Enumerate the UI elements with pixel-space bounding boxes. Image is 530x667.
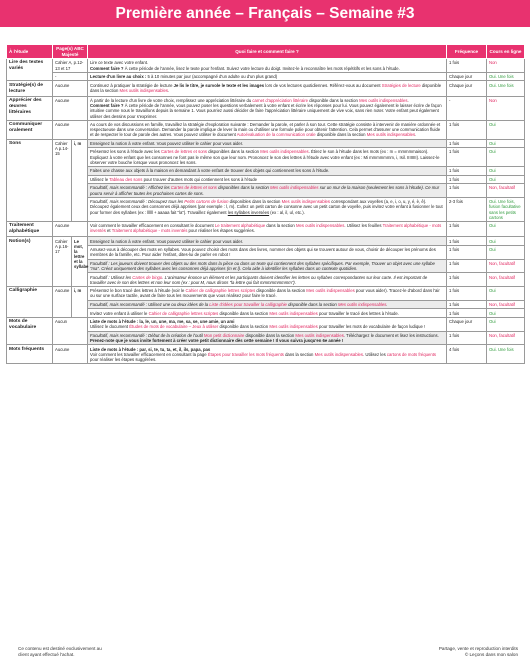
- link-etudes-mots[interactable]: Études de mots de vocabulaire – Jeux à utiliser: [129, 324, 219, 330]
- row-frequency: 1 fois: [447, 148, 487, 167]
- row-description: À partir de la lecture d'un livre de votre choix, remplissez une appréciation littéraire du carnet d'appréciation littéraire disponible dans la section Mes outils indispensables. Comment faire ? À cette période de l'année, vous pouvez poser les questions verbalement à votre enfant et écrire les réponses pour lui. Vous pouvez également le laisser écrire de façon intuitive comme nous le travaillons depuis la semaine 1. Vous pourriez aussi décider de faire l'appréciation littéraire uniquement de vive voix, sans rien noter. Votre enfant peut également utiliser des dessins pour s'exprimer.: [88, 96, 447, 120]
- table-row: [7, 72, 525, 81]
- table-row: [7, 317, 525, 331]
- description-text: Lire ce texte avec votre enfant.: [90, 60, 149, 66]
- row-online: Oui: [487, 287, 525, 301]
- link-mes-outils[interactable]: Mes outils indispensables: [359, 97, 408, 103]
- table-row: [7, 120, 525, 139]
- row-description: Continuez à pratiquer la stratégie de lecture Je lis le titre, je survole le texte et les images lors de vos lectures quotidiennes. Référez-vous au document Stratégies de lecture disponible dans la section Mes outils indispensables.: [88, 81, 447, 96]
- row-description: Facultatif, mais recommandé : Début de la création de l'outil Mon petit dictionnaire disponible dans la section Mes outils indispensables. Téléchargez le document et lisez les instructions. Prenez-note que je vous invite fortement à créer votre petit dictionnaire dès cette semaine ! Il vous suivra jusqu'en 6e année !: [88, 331, 447, 345]
- link-tableau-sons[interactable]: Tableau des sons: [109, 176, 143, 182]
- link-mes-outils[interactable]: Mes outils indispensables: [269, 324, 318, 330]
- row-category: Traitement alphabétique: [7, 222, 53, 237]
- row-description: Liste de mots à l'étude : la, le, un, une, ma, me, sa, se, une amie, un ami Utilisez le document Études de mots de vocabulaire – Jeux à utiliser disponible dans la section Mes outils indispensables pour travailler les mots de vocabulaire de façon ludique !: [88, 317, 447, 331]
- table-row: [7, 287, 525, 301]
- row-description: Utilisez le Tableau des sons pour trouver d'autres mots qui contiennent les sons à l'étude: [88, 175, 447, 184]
- row-pages: Aucune: [53, 120, 88, 139]
- link-etapes-mots-frequents[interactable]: Étapes pour travailler les mots fréquents: [207, 351, 284, 357]
- row-description: Facultatif, mais recommandé : Affichez les Cartes de lettres et sons disponibles dans la section Mes outils indispensables sur un mur de la maison (seulement les sons à l'étude). Ce mur pourra servir à afficher toutes les prochaines cartes de sons.: [88, 184, 447, 198]
- header-pages: Page(s) ABC Majesté: [53, 45, 88, 59]
- row-description: Facultatif : Les joueurs doivent trouver des objets ou des mots dans la pièce ou dans un texte qui contiennent des syllabes spécifiques. Par exemple, Trouver un objet avec une syllabe "ma". Créez uniquement des syllabes avec les consonnes déjà apprises (m et l). Cela aide à identifier les syllabes dans un contexte quotidien.: [88, 259, 447, 273]
- row-online: Non, facultatif: [487, 259, 525, 273]
- row-frequency: 2-3 fois: [447, 198, 487, 222]
- row-description: Amusez-vous à découper des mots en syllabes. Vous pouvez choisir des mots dans des livres, nommer des objets qui se trouvent autour de vous, choisir de découper les prénoms des membres de la famille, etc. Pour aider l'enfant, dites-lui de parler en robot !: [88, 245, 447, 259]
- row-online: Oui: [487, 222, 525, 237]
- row-online: Oui: [487, 148, 525, 167]
- row-pages: Aucune: [53, 81, 88, 96]
- link-mes-outils[interactable]: Mes outils indispensables: [260, 149, 309, 155]
- link-mon-petit-dictionnaire[interactable]: Mon petit dictionnaire: [203, 332, 245, 338]
- row-pages: Cahier A p.16-17: [53, 237, 72, 287]
- row-online: Oui: [487, 167, 525, 176]
- row-online: Non: [487, 96, 525, 120]
- row-pages: Aucune: [53, 287, 72, 318]
- row-pages: Aucune: [53, 222, 88, 237]
- page-title: Première année – Français – Semaine #3: [0, 0, 530, 27]
- row-online: Oui: [487, 237, 525, 246]
- table-row: [7, 96, 525, 120]
- link-strategies[interactable]: Stratégies de lecture: [381, 82, 421, 88]
- row-online: Oui. Une fois: [487, 81, 525, 96]
- row-online: Oui. Une fois: [487, 345, 525, 364]
- link-mes-outils[interactable]: Mes outils indispensables: [269, 310, 318, 316]
- row-pages: Aucune: [53, 345, 88, 364]
- link-cartons-mots[interactable]: cartons de mots fréquents: [386, 351, 437, 357]
- row-online: Oui: [487, 139, 525, 148]
- row-online: Oui: [487, 317, 525, 331]
- row-pages: Cahier A p.14-15: [53, 139, 72, 221]
- row-pages: -: [53, 72, 88, 81]
- row-description: Au cours de vos discussions en famille, travaillez la stratégie d'exploration suivante : Demander la parole, et parler à son tour. Cette stratégie consiste à intervenir de manière ordonnée et respectueuse dans une conversation. Demander la parole implique de lever la main ou d'utiliser une formule polie pour obtenir l'attention. Cela permet d'assurer une communication fluide et de respecter le tour de parole des autres. Vous pouvez utiliser le document Autoévaluation de la communication orale disponible dans la section Mes outils indispensables.: [88, 120, 447, 139]
- row-frequency: 1 fois: [447, 245, 487, 259]
- row-online: Non, facultatif: [487, 273, 525, 287]
- row-frequency: 1 fois: [447, 309, 487, 318]
- link-liste-idees[interactable]: Liste d'idées pour travailler la calligraphie: [209, 302, 287, 308]
- row-online: Non: [487, 59, 525, 73]
- footer-copyright: Partage, vente et reproduction interdits © Leçons dans mon salon: [438, 646, 518, 657]
- table-row: [7, 59, 525, 73]
- row-frequency: 1 fois: [447, 184, 487, 198]
- row-category: Notion(s): [7, 237, 53, 287]
- row-online: Non, facultatif: [487, 184, 525, 198]
- link-mes-outils[interactable]: Mes outils indispensables: [119, 87, 168, 93]
- link-mes-outils[interactable]: Mes outils indispensables: [295, 332, 344, 338]
- row-online: Oui: [487, 309, 525, 318]
- row-category: Sons: [7, 139, 53, 221]
- link-cahier-calligraphie[interactable]: Cahier de calligraphie lettres scriptes: [148, 310, 219, 316]
- row-description: Voir comment le travailler efficacement en consultant le document Le traitement alphabétique dans la section Mes outils indispensables. Utilisez les feuilles Traitement alphabétique - mots inventés et Traitement alphabétique - mots inventés pour réaliser les étapes suggérées.: [88, 222, 447, 237]
- row-frequency: -: [447, 96, 487, 120]
- row-online: Oui: [487, 175, 525, 184]
- footer-notice: Ce contenu est destiné exclusivement au client ayant effectué l'achat.: [18, 646, 102, 657]
- table-row: [7, 81, 525, 96]
- row-subject: i, m: [72, 287, 88, 318]
- row-category: Mots de vocabulaire: [7, 317, 53, 344]
- row-description: Facultatif, mais recommandé : Découpez tous les Petits cartons de fusion disponibles dans la section Mes outils indispensables correspondant aux voyelles (a, e, i, o, u, y, é, è, ê). Découpez également ceux des consonnes déjà apprises (par exemple : l, m). Collez un petit carton de consonne avec un petit carton de voyelle, puis invitez votre enfant à fusionner le tout pour former des syllabes (ex : llllll + aaaaa fait "la"). Travaillez également les syllabes inversées (ex : al, il, ul, etc.).: [88, 198, 447, 222]
- row-category: Apprécier des œuvres littéraires: [7, 96, 53, 120]
- row-pages: Aucune: [53, 96, 88, 120]
- row-description: Invitez votre enfant à utiliser le Cahier de calligraphie lettres scriptes disponible dans la section Mes outils indispensables pour travailler le tracé des lettres à l'étude.: [88, 309, 447, 318]
- row-category: Lire des textes variés: [7, 59, 53, 81]
- row-description: Facultatif : Utilisez les Cartes de bingo. L'animateur énonce un élément et les participants doivent identifier les lettres ou syllabes correspondantes sur leur carte. Il est important de travailler avec le son des lettres et non leur nom (ex : pour M, nous dirons "la lettre qui fait mmmmmmmmm").: [88, 273, 447, 287]
- header-quoi: Quoi faire et comment faire ?: [88, 45, 447, 59]
- table-row: [7, 237, 525, 246]
- table-row: [7, 222, 525, 237]
- row-frequency: 1 fois: [447, 222, 487, 237]
- row-online: Non, facultatif: [487, 300, 525, 309]
- link-mes-outils[interactable]: Mes outils indispensables: [295, 223, 345, 229]
- link-cartes-lettres[interactable]: Cartes de lettres et sons: [160, 149, 208, 155]
- link-mes-outils[interactable]: Mes outils indispensables: [337, 302, 387, 308]
- row-description: [88, 59, 447, 73]
- row-description: Facultatif, mais recommandé : Utilisez une ou deux idées de la Liste d'idées pour travailler la calligraphie disponible dans la section Mes outils indispensables.: [88, 300, 447, 309]
- row-frequency: 1 fois: [447, 300, 487, 309]
- row-category: Mots fréquents: [7, 345, 53, 364]
- table-header-row: [7, 45, 525, 59]
- row-description: Présentez les sons à l'étude avec les Cartes de lettres et sons disponibles dans la section Mes outils indispensables. Étirez le son à l'étude dans les mots (ex : m = mmmmmaison). Expliquez à votre enfant que les consonnes ne font pas le même son que leur nom. Prononcez le son des lettres à l'étude avec votre enfant (ex : Mi mmmmmmm, i, Isil. IIIIIIII). Laissez-le observer votre bouche lorsque vous prononcez les sons.: [88, 148, 447, 167]
- link-traitement-mots[interactable]: Traitement alphabétique - mots inventés: [90, 223, 442, 234]
- row-description: Enseignez la notion à votre enfant. Vous pouvez utiliser le cahier pour vous aider.: [88, 139, 447, 148]
- link-autoevaluation[interactable]: Autoévaluation de la communication orale: [236, 132, 316, 138]
- row-frequency: 1 fois: [447, 331, 487, 345]
- row-frequency: Chaque jour: [447, 81, 487, 96]
- header-etude: À l'étude: [7, 45, 53, 59]
- row-frequency: 1 fois: [447, 287, 487, 301]
- table-row: [7, 139, 525, 148]
- row-online: Oui: [487, 120, 525, 139]
- row-frequency: 1 fois: [447, 237, 487, 246]
- row-category: Calligraphie: [7, 287, 53, 318]
- table-row: [7, 345, 525, 364]
- row-online: Non, facultatif: [487, 331, 525, 345]
- weekly-plan-table: [6, 44, 525, 364]
- row-frequency: 1 fois: [447, 167, 487, 176]
- row-frequency: 1 fois: [447, 175, 487, 184]
- row-online: Oui. Une fois, fusion facultative sans les petits cartons: [487, 198, 525, 222]
- link-cartes-bingo[interactable]: Cartes de bingo: [132, 274, 163, 280]
- row-subject: i, m: [72, 139, 88, 221]
- row-description: Liste de mots à l'étude : par, si, te, tu, ta, et, il, ils, papa, pas Voir comment les travailler efficacement en consultant la page Étapes pour travailler les mots fréquents dans la section Mes outils indispensables. Utilisez les cartons de mots fréquents pour réaliser les étapes suggérées.: [88, 345, 447, 364]
- row-frequency: Chaque jour: [447, 72, 487, 81]
- link-petits-cartons[interactable]: Petits cartons de fusion: [184, 199, 229, 205]
- row-description: Lecture d'un livre au choix : 5 à 10 minutes par jour (accompagné d'un adulte ou d'un plus grand): [88, 72, 447, 81]
- link-mes-outils[interactable]: Mes outils indispensables: [270, 185, 319, 191]
- row-description: Présentez le bon tracé des lettres à l'étude (voir le Cahier de calligraphie lettres scriptes disponible dans la section Mes outils indispensables pour vous aider). Tracez-le d'abord dans l'air ou sur une surface tactile, avant de faire tous les mouvements que vous réalisez pour faire le tracé.: [88, 287, 447, 301]
- row-frequency: Chaque jour: [447, 317, 487, 331]
- row-frequency: 1 fois: [447, 139, 487, 148]
- row-pages: Aucun: [53, 317, 88, 344]
- link-traitement-mots[interactable]: Traitement alphabétique - mots inventés: [111, 228, 188, 234]
- row-category: Stratégie(s) de lecture: [7, 81, 53, 96]
- link-mes-outils[interactable]: Mes outils indispensables: [281, 199, 331, 205]
- row-frequency: 4 fois: [447, 345, 487, 364]
- link-mes-outils[interactable]: Mes outils indispensables: [314, 351, 364, 357]
- link-cartes-lettres[interactable]: Cartes de lettres et sons: [170, 185, 217, 191]
- row-frequency: 1 fois: [447, 259, 487, 273]
- row-frequency: 1 fois: [447, 59, 487, 73]
- row-online: Oui: [487, 245, 525, 259]
- link-traitement[interactable]: Le traitement alphabétique: [214, 223, 266, 229]
- row-online: Oui. Une fois: [487, 72, 525, 81]
- row-description: Faites une chasse aux objets à la maison en demandant à votre enfant de trouver des objets qui contiennent les sons à l'étude.: [88, 167, 447, 176]
- link-mes-outils[interactable]: Mes outils indispensables: [306, 288, 355, 294]
- header-cours: Cours en ligne: [487, 45, 525, 59]
- link-cahier-calligraphie[interactable]: Cahier de calligraphie lettres scriptes: [185, 288, 256, 294]
- header-frequence: Fréquence: [447, 45, 487, 59]
- row-category: Communiquer oralement: [7, 120, 53, 139]
- link-carnet[interactable]: carnet d'appréciation littéraire: [252, 97, 309, 103]
- row-frequency: 1 fois: [447, 273, 487, 287]
- row-subject: Le mot, la lettre et la syllabe: [72, 237, 88, 287]
- row-pages: Cahier A, p.12-13 et 17: [53, 59, 88, 73]
- link-mes-outils[interactable]: Mes outils indispensables: [366, 132, 416, 138]
- description-text: Comment faire ? À cette période de l'année, lisez le texte pour l'enfant. Suivez votre lecture du doigt. Invitez-le à reconnaître les mots répétitifs et les sons à l'étude.: [90, 65, 400, 71]
- row-frequency: 1 fois: [447, 120, 487, 139]
- row-description: Enseignez la notion à votre enfant. Vous pouvez utiliser le cahier pour vous aider.: [88, 237, 447, 246]
